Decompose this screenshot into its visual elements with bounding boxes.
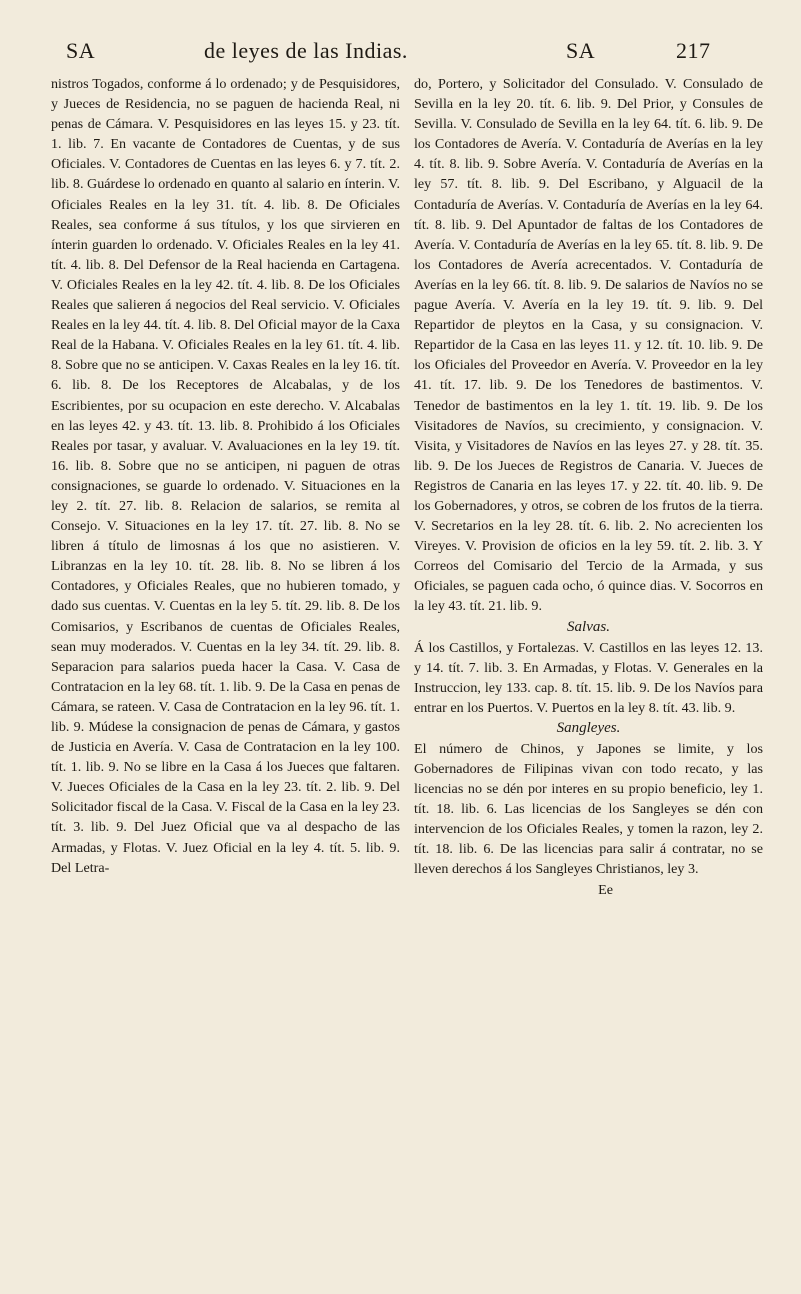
left-column-text: nistros Togados, conforme á lo ordenado; y de Pesquisidores, y Jueces de Residencia, no se paguen de hacienda Real, ni penas de Cámara. V. Pesquisidores en las leyes 15. y 23. tít. 1. lib. 7. En vacante de Contadores de Cuentas, y de sus Oficiales. V. Contadores de Cuentas en las leyes 6. y 7. tít. 2. lib. 8. Guárdese lo ordenado en quanto al salario en ínterin. V. Oficiales Reales en la ley 31. tít. 4. lib. 8. De Oficiales Reales, sea conforme á sus títulos, y los que sirvieren en ínterin guarden lo ordenado. V. Oficiales Reales en la ley 41. tít. 4. lib. 8. Del Defensor de la Real hacienda en Cartagena. V. Oficiales Reales en la ley 42. tít. 4. lib. 8. De los Oficiales Reales que salieren á negocios del Real servicio. V. Oficiales Reales en la ley 44. tít. 4. lib. 8. Del Oficial mayor de la Caxa Real de la Habana. V. Oficiales Reales en la ley 61. tít. 4. lib. 8. Sobre que no se anticipen. V. Caxas Reales en la ley 16. tít. 6. lib. 8. De los Receptores de Alcabalas, y de los Escribientes, por su ocupacion en este derecho. V. Alcabalas en las leyes 42. y 43. tít. 13. lib. 8. Prohibido á los Oficiales Reales por tasar, y avaluar. V. Avaluaciones en la ley 19. tít. 16. lib. 8. Sobre que no se anticipen, ni paguen de otras consignaciones, se guarde lo ordenado. V. Situaciones en la ley 2. tít. 27. lib. 8. Relacion de salarios, se remita al Consejo. V. Situaciones en la ley 17. tít. 27. lib. 8. No se libren á título de limosnas á los que no asistieren. V. Libranzas en la ley 10. tít. 28. lib. 8. No se libren á los Contadores, y Oficiales Reales, que no hubieren tomado, y dado sus cuentas. V. Cuentas en la ley 5. tít. 29. lib. 8. De los Comisarios, y Escribanos de cuentas de Oficiales Reales, sean muy moderados. V. Cuentas en la ley 34. tít. 29. lib. 8. Separacion para salarios pueda hacer la Casa. V. Casa de Contratacion en la ley 68. tít. 1. lib. 9. De la Casa en penas de Cámara, se rateen. V. Casa de Contratacion en la ley 96. tít. 1. lib. 9. Múdese la consignacion de penas de Cámara, y gastos de Justicia en Avería. V. Casa de Contratacion en la ley 100. tít. 1. lib. 9. No se libre en la Casa á los Jueces que faltaren. V. Jueces Oficiales de la Casa en la ley 23. tít. 2. lib. 9. Del Solicitador fiscal de la Casa. V. Fiscal de la Casa en la ley 23. tít. 3. lib. 9. Del Juez Oficial que va al despacho de las Armadas, y Flotas. V. Juez Oficial en la ley 4. tít. 5. lib. 9. Del Letra- <box>51 76 400 876</box>
header-title: de leyes de las Indias. <box>204 38 408 63</box>
catchword: Ee <box>598 881 613 898</box>
header-section-left: SA <box>66 38 96 63</box>
right-column <box>414 74 763 900</box>
running-header <box>66 38 766 72</box>
left-column <box>51 74 400 878</box>
salvas-text: Á los Castillos, y Fortalezas. V. Castillos en las leyes 12. 13. y 14. tít. 7. lib. 3. En Armadas, y Flotas. V. Generales en la Instruccion, ley 133. cap. 8. tít. 15. lib. 9. De los Navíos para entrar en los Puertos. V. Puertos en la ley 8. tít. 43. lib. 9. <box>414 639 763 716</box>
sangleyes-text: El número de Chinos, y Japones se limite, y los Gobernadores de Filipinas vivan con todo recato, y las licencias no se dén por interes en su propio beneficio, ley 1. tít. 18. lib. 6. Las licencias de los Sangleyes se dén con intervencion de los Oficiales Reales, y tomen la razon, ley 2. tít. 18. lib. 6. De las licencias para salir á contratar, no se lleven derechos á los Sangleyes Christianos, ley 3. <box>414 740 763 878</box>
right-column-text-intro: do, Portero, y Solicitador del Consulado. V. Consulado de Sevilla en la ley 20. tít. 6. lib. 9. Del Prior, y Consules de Sevilla. V. Consulado de Sevilla en la ley 64. tít. 6. lib. 9. De los Contadores de Avería. V. Contaduría de Averías en la ley 4. tít. 8. lib. 9. Sobre Avería. V. Contaduría de Averías en la ley 57. tít. 8. lib. 9. Del Escribano, y Alguacil de la Contaduría de Averías. V. Contaduría de Averías en la ley 64. tít. 8. lib. 9. Del Apuntador de faltas de los Contadores de Avería. V. Contaduría de Averías en la ley 65. tít. 8. lib. 9. De los Contadores de Avería acrecentados. V. Contaduría de Averías en la ley 66. tít. 8. lib. 9. De salarios de Navíos no se pague Avería. V. Avería en la ley 19. tít. 9. lib. 9. Del Repartidor de pleytos en la Casa, y su consignacion. V. Repartidor de la Casa en las leyes 11. y 12. tít. 10. lib. 9. De los Oficiales del Proveedor en Avería. V. Proveedor en la ley 41. tít. 17. lib. 9. De los Tenedores de bastimentos. V. Tenedor de bastimentos en la ley 1. tít. 19. lib. 9. De los Visitadores de Navíos, su crecimiento, y consignacion. V. Visita, y Visitadores de Navíos en las leyes 27. y 28. tít. 35. lib. 9. De los Jueces de Registros de Canaria. V. Jueces de Registros de Canaria en las leyes 17. y 22. tít. 40. lib. 9. De los Gobernadores, y otros, se cobren de los frutos de la tierra. V. Secretarios en la ley 28. tít. 6. lib. 2. No acrecienten los Vireyes. V. Provision de oficios en la ley 59. tít. 2. lib. 3. Y Correos del Comisario del Tercio de la Armada, y sus Oficiales, se paguen cada ocho, ó quince dias. V. Socorros en la ley 43. tít. 21. lib. 9. <box>414 76 763 615</box>
heading-sangleyes: Sangleyes. <box>556 719 621 736</box>
page-number: 217 <box>676 38 711 63</box>
header-section-right: SA <box>566 38 596 63</box>
heading-salvas: Salvas. <box>567 618 610 635</box>
